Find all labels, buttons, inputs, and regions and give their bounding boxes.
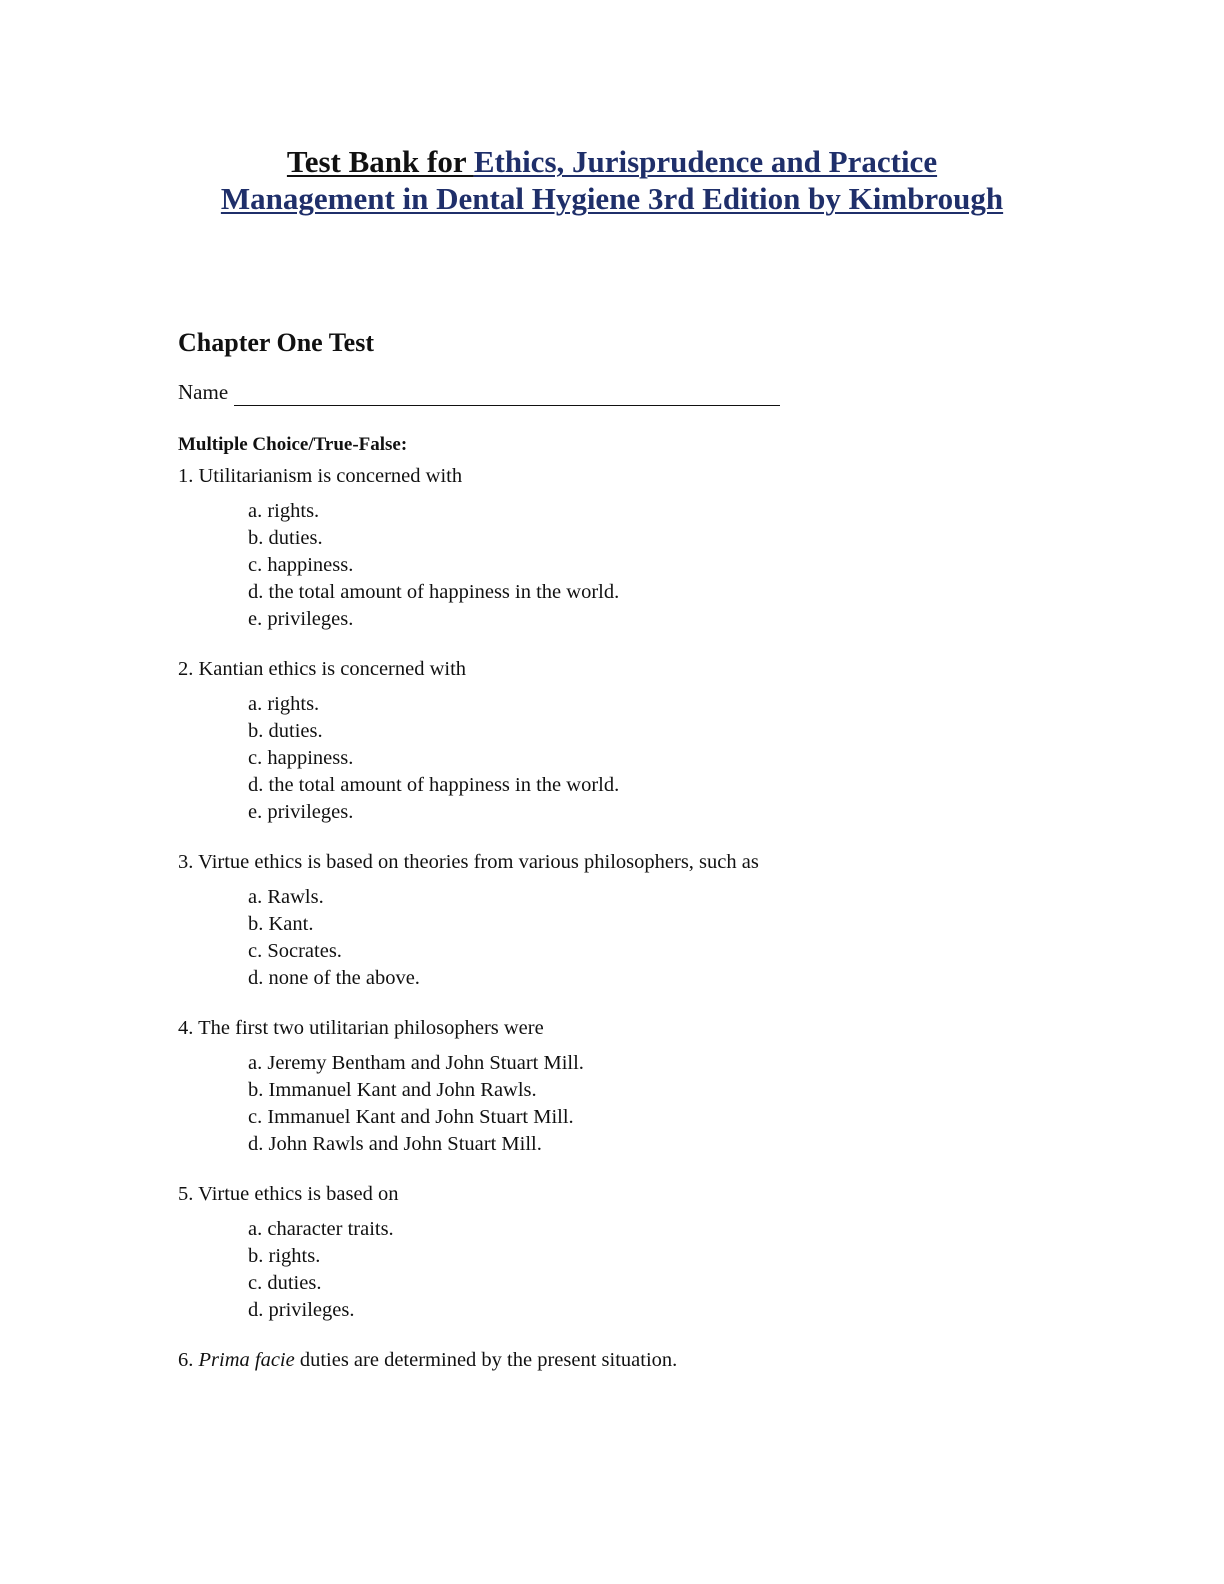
question-number: 3. <box>178 851 194 873</box>
name-label: Name <box>178 380 229 404</box>
question-text-italic: Prima facie <box>198 1349 295 1371</box>
option-d: d. John Rawls and John Stuart Mill. <box>248 1133 542 1155</box>
title-prefix: Test Bank for <box>286 144 474 179</box>
name-field-line <box>234 383 780 406</box>
option-b: b. duties. <box>248 720 323 742</box>
title-link-line-1[interactable]: Ethics, Jurisprudence and Practice <box>473 144 938 179</box>
option-a: a. rights. <box>248 693 320 715</box>
option-list <box>178 1216 1058 1324</box>
question-number: 1. <box>178 465 194 487</box>
option-b: b. Kant. <box>248 913 314 935</box>
option-c: c. Immanuel Kant and John Stuart Mill. <box>248 1106 574 1128</box>
question-stem <box>178 1015 1058 1042</box>
option-c: c. Socrates. <box>248 940 342 962</box>
option-list <box>178 498 1058 633</box>
option-a: a. Jeremy Bentham and John Stuart Mill. <box>248 1052 584 1074</box>
option-a: a. rights. <box>248 500 320 522</box>
option-b: b. duties. <box>248 527 323 549</box>
question-number: 6. <box>178 1349 194 1371</box>
option-d: d. none of the above. <box>248 967 420 989</box>
question-4 <box>178 1015 1058 1158</box>
question-text: Kantian ethics is concerned with <box>198 658 467 680</box>
question-3 <box>178 849 1058 992</box>
chapter-heading: Chapter One Test <box>178 328 374 357</box>
question-5 <box>178 1181 1058 1324</box>
question-text: The first two utilitarian philosophers were <box>198 1017 544 1039</box>
question-text: duties are determined by the present situation. <box>294 1349 678 1371</box>
question-number: 2. <box>178 658 194 680</box>
option-a: a. character traits. <box>248 1218 394 1240</box>
question-number: 4. <box>178 1017 194 1039</box>
question-text: Virtue ethics is based on <box>198 1183 399 1205</box>
option-a: a. Rawls. <box>248 886 324 908</box>
question-text: Virtue ethics is based on theories from various philosophers, such as <box>198 851 759 873</box>
title-link-line-2[interactable]: Management in Dental Hygiene 3rd Edition by Kimbrough <box>220 181 1004 216</box>
name-row <box>178 378 780 406</box>
question-stem <box>178 1347 1058 1374</box>
question-list <box>178 463 1058 1397</box>
question-stem <box>178 656 1058 683</box>
option-list <box>178 691 1058 826</box>
option-list <box>178 1050 1058 1158</box>
question-text: Utilitarianism is concerned with <box>198 465 463 487</box>
option-d: d. privileges. <box>248 1299 355 1321</box>
option-c: c. duties. <box>248 1272 322 1294</box>
question-stem <box>178 463 1058 490</box>
option-b: b. rights. <box>248 1245 321 1267</box>
option-b: b. Immanuel Kant and John Rawls. <box>248 1079 537 1101</box>
question-1 <box>178 463 1058 633</box>
option-c: c. happiness. <box>248 554 354 576</box>
question-2 <box>178 656 1058 826</box>
question-stem <box>178 1181 1058 1208</box>
option-d: d. the total amount of happiness in the world. <box>248 774 620 796</box>
section-heading: Multiple Choice/True-False: <box>178 434 408 455</box>
option-d: d. the total amount of happiness in the world. <box>248 581 620 603</box>
document-title <box>150 143 1074 217</box>
option-e: e. privileges. <box>248 608 354 630</box>
option-c: c. happiness. <box>248 747 354 769</box>
question-number: 5. <box>178 1183 194 1205</box>
option-e: e. privileges. <box>248 801 354 823</box>
option-list <box>178 884 1058 992</box>
question-stem <box>178 849 1058 876</box>
question-6 <box>178 1347 1058 1374</box>
